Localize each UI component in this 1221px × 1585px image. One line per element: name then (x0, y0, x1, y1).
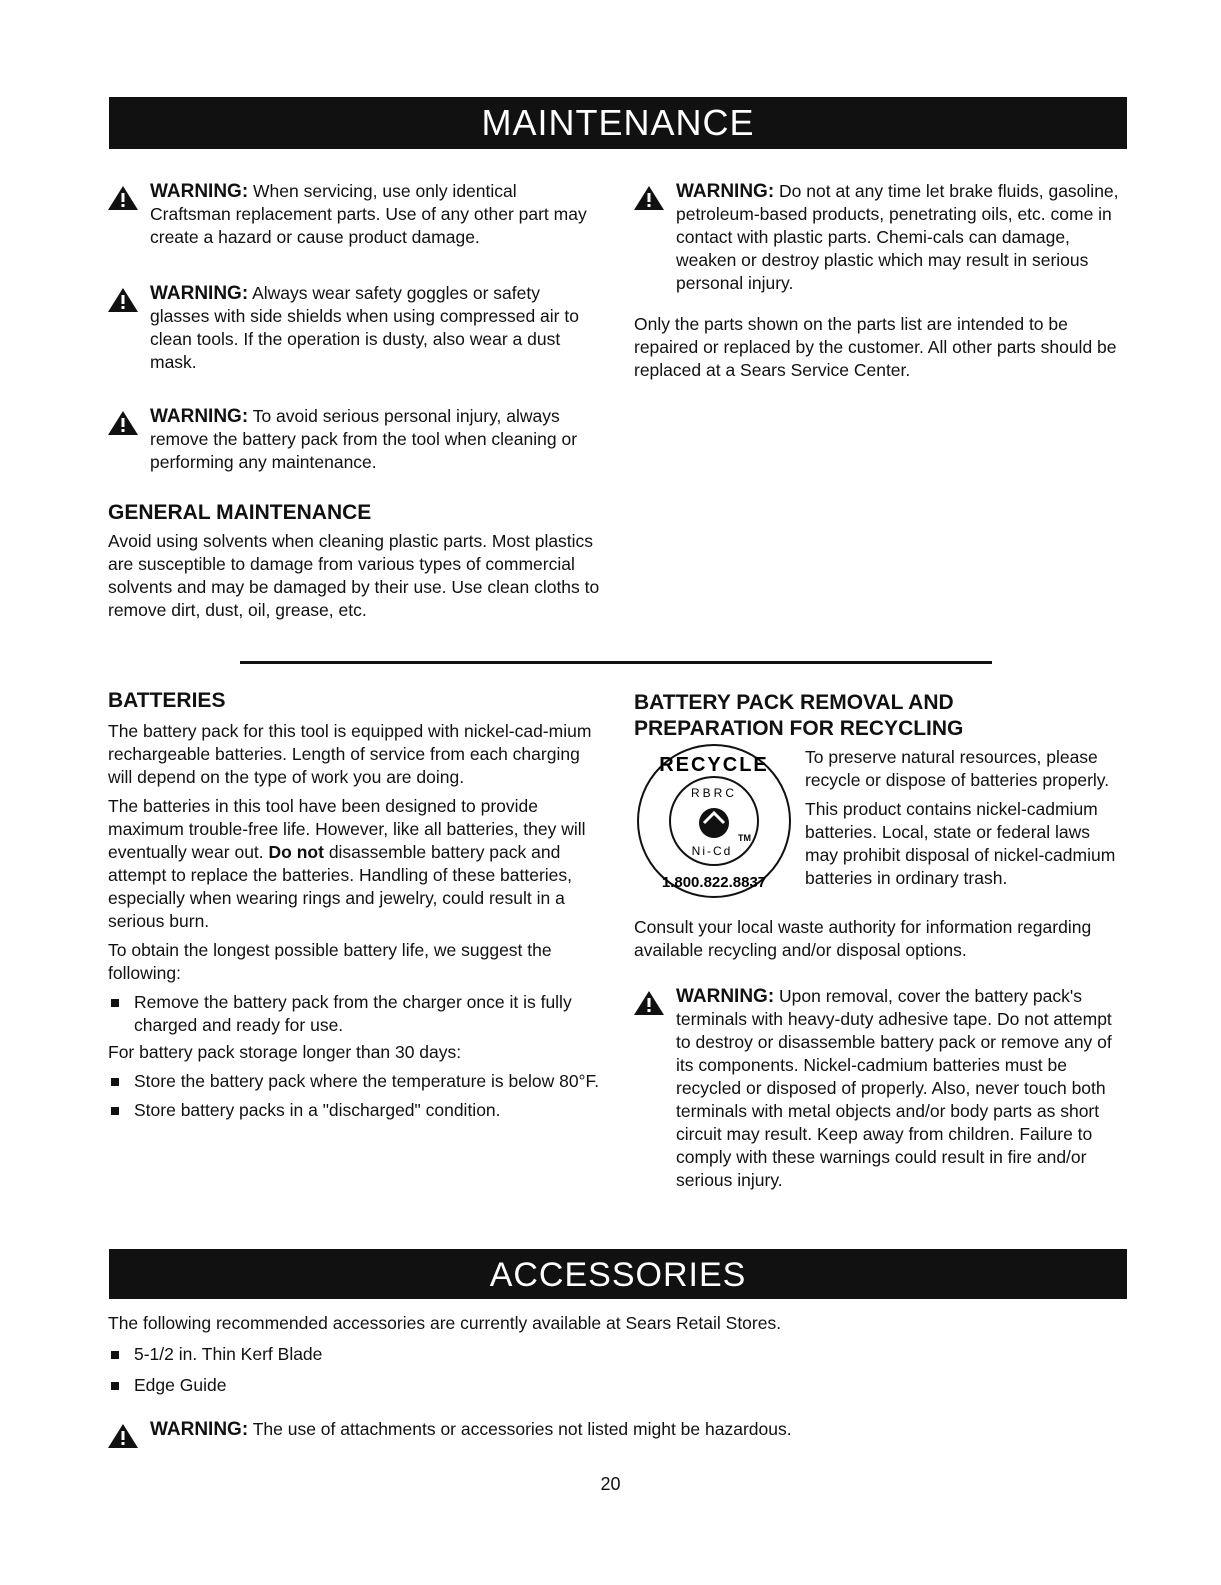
batteries-section (108, 688, 600, 1122)
warning-label: WARNING: (150, 406, 249, 427)
seal-nicd-text: Ni-Cd (691, 844, 733, 858)
batteries-paragraph (108, 795, 600, 933)
warning-goggles (108, 282, 600, 374)
warning-text: Always wear safety goggles or safety glasses with side shields when using compressed air to clean tools. If the operation is dusty, also wear a dust mask. (150, 283, 579, 372)
warning-triangle-icon (108, 1424, 138, 1448)
list-item-text: Store battery packs in a "discharged" condition. (134, 1100, 501, 1120)
list-item (108, 1374, 1118, 1397)
recycling-section (634, 690, 1124, 742)
seal-rbrc-text: RBRC (690, 786, 738, 800)
recycling-intro (805, 746, 1125, 890)
parts-note-text: Only the parts shown on the parts list are intended to be repaired or replaced by the customer. All other parts should be replaced at a Sears Service Center. (634, 314, 1117, 380)
warning-label: WARNING: (676, 986, 775, 1007)
maintenance-title: MAINTENANCE (481, 102, 755, 143)
general-maintenance-text: Avoid using solvents when cleaning plastic parts. Most plastics are susceptible to damage from various types of commercial solvents and may be damaged by their use. Use clean cloths to remove dirt, dust, oil, grease, etc. (108, 531, 600, 620)
batteries-paragraph: To obtain the longest possible battery life, we suggest the following: (108, 940, 552, 983)
general-maintenance-section (108, 500, 600, 622)
bullet-icon (111, 999, 119, 1007)
warning-label: WARNING: (150, 283, 249, 304)
batteries-paragraph: For battery pack storage longer than 30 days: (108, 1042, 462, 1062)
warning-text: The use of attachments or accessories not listed might be hazardous. (252, 1419, 792, 1439)
list-item-text: Edge Guide (134, 1375, 227, 1395)
list-item-text: Store the battery pack where the temperature is below 80°F. (134, 1071, 600, 1091)
list-item-text: 5-1/2 in. Thin Kerf Blade (134, 1344, 323, 1364)
recycling-paragraph: Consult your local waste authority for information regarding available recycling and/or disposal options. (634, 917, 1092, 960)
warning-label: WARNING: (150, 181, 249, 202)
accessories-section (108, 1312, 1118, 1397)
warning-battery-removal (108, 405, 600, 474)
recycling-paragraph: To preserve natural resources, please recycle or dispose of batteries properly. (805, 747, 1110, 790)
warning-text: When servicing, use only identical Craftsman replacement parts. Use of any other part may create a hazard or cause product damage. (150, 181, 587, 247)
seal-phone-text: 1.800.822.8837 (661, 874, 767, 891)
warning-triangle-icon (108, 411, 138, 435)
recycling-heading-line: PREPARATION FOR RECYCLING (634, 717, 964, 740)
warning-label: WARNING: (676, 181, 775, 202)
bullet-icon (111, 1382, 119, 1390)
warning-servicing (108, 180, 600, 249)
list-item (108, 1343, 1118, 1366)
accessories-banner (109, 1249, 1127, 1299)
batteries-emphasis: Do not (268, 842, 324, 862)
seal-recycle-text: RECYCLE (659, 754, 769, 776)
warning-text: To avoid serious personal injury, always remove the battery pack from the tool when cleaning or performing any maintenance. (150, 406, 578, 472)
bullet-icon (111, 1351, 119, 1359)
bullet-icon (111, 1078, 119, 1086)
batteries-text: disassemble battery pack and attempt to replace the batteries. Handling of these batteries, especially when wearing rings and jewelry, could result in a serious burn. (108, 842, 573, 931)
list-item (108, 1099, 600, 1122)
accessories-title: ACCESSORIES (489, 1256, 747, 1294)
section-divider (240, 661, 992, 664)
list-item (108, 1070, 600, 1093)
accessories-intro: The following recommended accessories are currently available at Sears Retail Stores. (108, 1313, 782, 1333)
warning-label: WARNING: (150, 1419, 249, 1440)
recycling-heading-line: BATTERY PACK REMOVAL AND (634, 691, 954, 714)
warning-battery-terminals (634, 985, 1124, 1192)
page-number: 20 (600, 1474, 621, 1494)
rbrc-recycle-seal-icon (634, 741, 794, 901)
list-item (108, 991, 600, 1037)
recycling-consult (634, 916, 1124, 962)
warning-accessories (108, 1418, 1118, 1441)
maintenance-banner (109, 97, 1127, 149)
warning-triangle-icon (108, 186, 138, 210)
general-maintenance-heading: GENERAL MAINTENANCE (108, 501, 372, 524)
warning-triangle-icon (634, 991, 664, 1015)
batteries-paragraph: The battery pack for this tool is equipped with nickel-cad-mium rechargeable batteries. Length of service from each charging will depend on the type of work you are doing. (108, 721, 592, 787)
warning-triangle-icon (634, 186, 664, 210)
list-item-text: Remove the battery pack from the charger once it is fully charged and ready for use. (134, 992, 572, 1035)
recycling-paragraph: This product contains nickel-cadmium batteries. Local, state or federal laws may prohibit disposal of nickel-cadmium batteries in ordinary trash. (805, 799, 1116, 888)
warning-text: Upon removal, cover the battery pack's terminals with heavy-duty adhesive tape. Do not attempt to destroy or disassemble battery pack or remove any of its components. Nickel-cadmium batteries must be recycled or disposed of properly. Also, never touch both terminals with metal objects and/or body parts as short circuit may result. Keep away from children. Failure to comply with these warnings could result in fire and/or serious injury. (676, 986, 1112, 1190)
warning-chemicals (634, 180, 1124, 295)
warning-text: Do not at any time let brake fluids, gasoline, petroleum-based products, penetrating oils, etc. come in contact with plastic parts. Chemi-cals can damage, weaken or destroy plastic which may result in serious personal injury. (676, 181, 1119, 293)
recycling-heading (634, 690, 1124, 742)
warning-triangle-icon (108, 288, 138, 312)
bullet-icon (111, 1107, 119, 1115)
batteries-text: The batteries in this tool have been designed to provide maximum trouble-free life. However, like all batteries, they will eventually wear out. (108, 796, 586, 862)
batteries-heading: BATTERIES (108, 689, 226, 712)
parts-note (634, 313, 1124, 382)
seal-tm-text: TM (738, 833, 751, 843)
